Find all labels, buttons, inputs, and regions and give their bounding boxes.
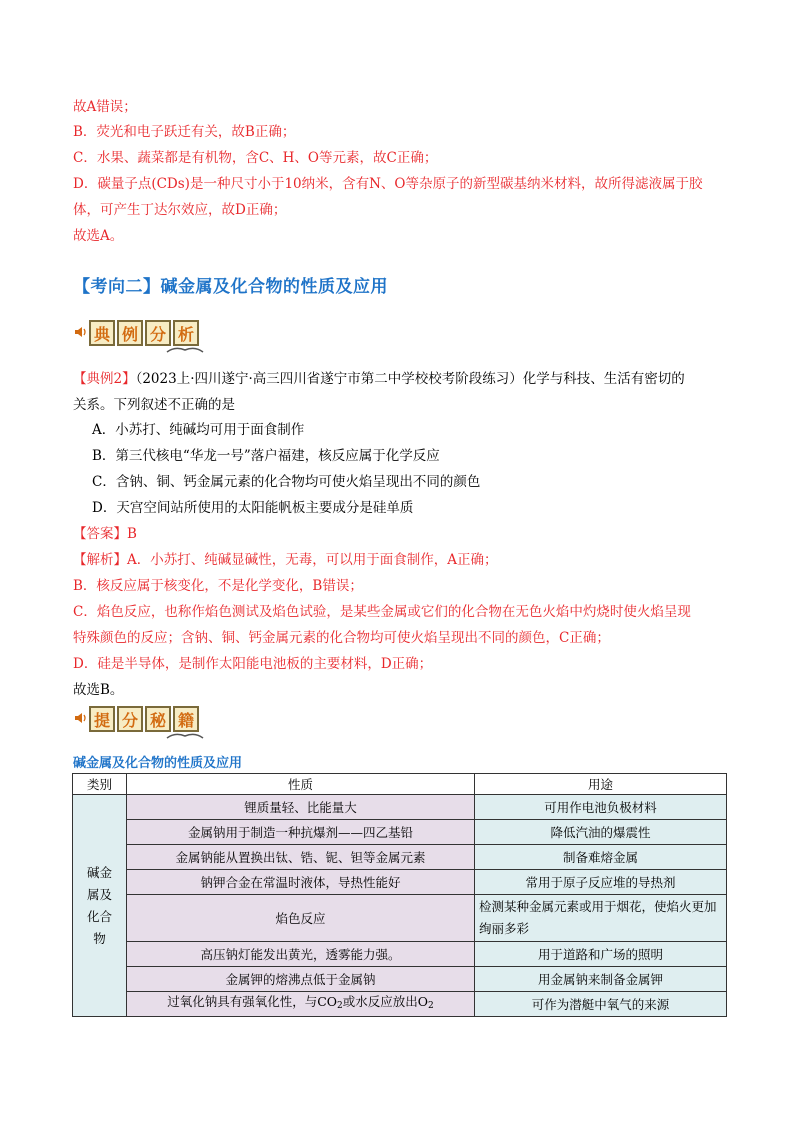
- property-text: 过氧化钠具有强氧化性，与CO: [167, 994, 338, 1009]
- analysis-tag: 【解析】: [73, 552, 127, 568]
- analysis-text-1: A．小苏打、纯碱显碱性，无毒，可以用于面食制作，A正确；: [127, 552, 498, 568]
- banner1-char-2: 例: [117, 320, 143, 346]
- property-cell: [127, 992, 475, 1017]
- option-a: A．小苏打、纯碱均可用于面食制作: [92, 422, 305, 438]
- speaker-icon: [73, 324, 89, 340]
- option-c: C．含钠、铜、钙金属元素的化合物均可使火焰呈现出不同的颜色: [92, 474, 481, 490]
- subscript: 2: [428, 1001, 434, 1011]
- header-category: 类别: [73, 774, 127, 795]
- category-line: 化合: [86, 908, 112, 924]
- use-cell: 常用于原子反应堆的导热剂: [475, 870, 727, 895]
- properties-table: [72, 773, 727, 1017]
- banner2-char-2: 分: [117, 706, 143, 732]
- banner1-char-3: 分: [145, 320, 171, 346]
- use-cell: 可用作电池负极材料: [475, 795, 727, 820]
- use-cell: 制备难熔金属: [475, 845, 727, 870]
- option-d: D．天宫空间站所使用的太阳能帆板主要成分是硅单质: [92, 500, 414, 516]
- category-line: 属及: [86, 886, 112, 902]
- banner1-char-1: 典: [89, 320, 115, 346]
- header-property: 性质: [127, 774, 475, 795]
- example-line-2: 关系。下列叙述不正确的是: [73, 397, 235, 413]
- property-text: 或水反应放出O: [342, 994, 429, 1009]
- property-cell: 锂质量轻、比能量大: [127, 795, 475, 820]
- prev-solution-line-5: 体，可产生丁达尔效应，故D正确；: [73, 202, 287, 218]
- section-title: 【考向二】碱金属及化合物的性质及应用: [73, 277, 388, 297]
- property-cell: 金属钾的熔沸点低于金属钠: [127, 967, 475, 992]
- use-cell: 降低汽油的爆震性: [475, 820, 727, 845]
- property-cell: 钠钾合金在常温时液体，导热性能好: [127, 870, 475, 895]
- use-cell: 用金属钠来制备金属钾: [475, 967, 727, 992]
- analysis-line-6: 故选B。: [73, 682, 124, 698]
- table-row: [73, 942, 727, 967]
- table-row: [73, 967, 727, 992]
- banner2-char-4: 籍: [173, 706, 199, 732]
- use-cell: 可作为潜艇中氧气的来源: [475, 992, 727, 1017]
- option-b: B．第三代核电“华龙一号”落户福建，核反应属于化学反应: [92, 448, 440, 464]
- book-icon: [165, 344, 205, 354]
- banner1-char-4: 析: [173, 320, 199, 346]
- example-source: （2023上·四川遂宁·高三四川省遂宁市第二中学校校考阶段练习）化学与科技、生活有密切的: [135, 371, 685, 387]
- prev-solution-line-3: C．水果、蔬菜都是有机物，含C、H、O等元素，故C正确；: [73, 150, 438, 166]
- category-cell: [73, 795, 127, 1017]
- table-row: [73, 820, 727, 845]
- property-cell: 高压钠灯能发出黄光，透雾能力强。: [127, 942, 475, 967]
- table-row: [73, 992, 727, 1017]
- analysis-line-3: C．焰色反应，也称作焰色测试及焰色试验，是某些金属或它们的化合物在无色火焰中灼烧时使火焰呈现: [73, 604, 691, 620]
- answer-line: [73, 524, 137, 544]
- prev-solution-line-1: 故A错误；: [73, 99, 137, 115]
- answer-value: B: [127, 526, 137, 542]
- score-tips-banner: [73, 704, 233, 740]
- table-header-row: [73, 774, 727, 795]
- prev-solution-line-2: B．荧光和电子跃迁有关，故B正确；: [73, 124, 296, 140]
- example-analysis-banner: [73, 318, 233, 354]
- header-use: 用途: [475, 774, 727, 795]
- table-row: [73, 795, 727, 820]
- table-row: [73, 870, 727, 895]
- property-cell: 金属钠用于制造一种抗爆剂——四乙基铅: [127, 820, 475, 845]
- prev-solution-line-4: D．碳量子点(CDs)是一种尺寸小于10纳米，含有N、O等杂原子的新型碳基纳米材料，故所得滤液属于胶: [73, 176, 703, 192]
- banner2-char-1: 提: [89, 706, 115, 732]
- prev-solution-line-6: 故选A。: [73, 228, 124, 244]
- subscript: 2: [337, 1001, 343, 1011]
- table-row: [73, 895, 727, 942]
- example-tag: 【典例2】: [73, 371, 136, 387]
- table-title: 碱金属及化合物的性质及应用: [73, 756, 243, 771]
- table-row: [73, 845, 727, 870]
- book-icon: [165, 730, 205, 740]
- use-cell: 检测某种金属元素或用于烟花，使焰火更加绚丽多彩: [475, 895, 727, 942]
- analysis-line-2: B．核反应属于核变化，不是化学变化，B错误；: [73, 578, 363, 594]
- speaker-icon: [73, 710, 89, 726]
- banner2-char-3: 秘: [145, 706, 171, 732]
- analysis-line-4: 特殊颜色的反应；含钠、铜、钙金属元素的化合物均可使火焰呈现出不同的颜色，C正确；: [73, 630, 610, 646]
- example-line-1: [73, 369, 685, 389]
- analysis-line-1: [73, 550, 498, 570]
- analysis-line-5: D．硅是半导体，是制作太阳能电池板的主要材料，D正确；: [73, 656, 433, 672]
- category-line: 碱金: [86, 864, 112, 880]
- category-line: 物: [93, 930, 106, 946]
- use-cell: 用于道路和广场的照明: [475, 942, 727, 967]
- property-cell: 焰色反应: [127, 895, 475, 942]
- answer-tag: 【答案】: [73, 526, 127, 542]
- property-cell: 金属钠能从置换出钛、锆、铌、钽等金属元素: [127, 845, 475, 870]
